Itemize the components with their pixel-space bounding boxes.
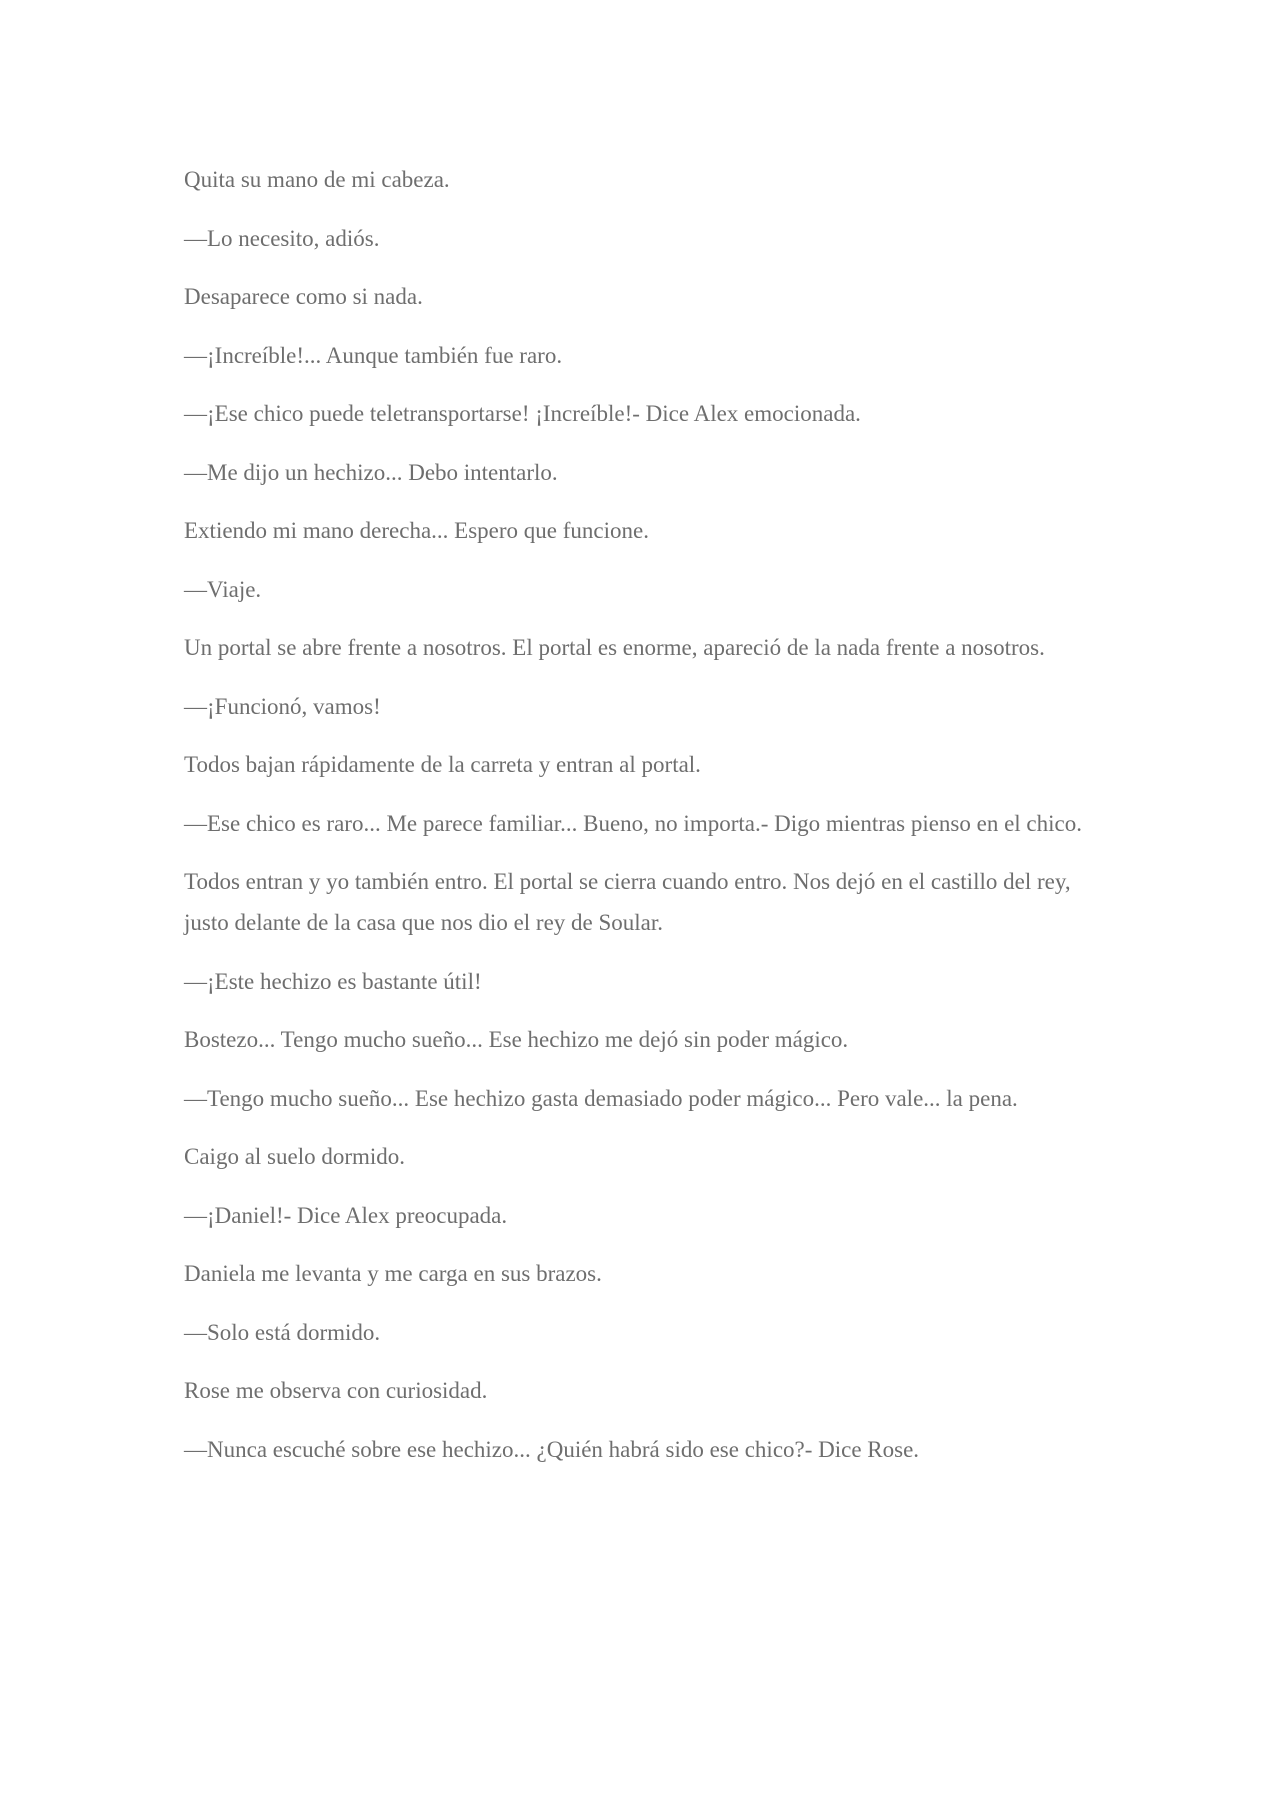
paragraph: Un portal se abre frente a nosotros. El portal es enorme, apareció de la nada frente a nosotros.: [184, 635, 1045, 660]
paragraph: Extiendo mi mano derecha... Espero que funcione.: [184, 518, 649, 543]
paragraph: —Nunca escuché sobre ese hechizo... ¿Quién habrá sido ese chico?- Dice Rose.: [184, 1436, 920, 1462]
paragraph: —Ese chico es raro... Me parece familiar... Bueno, no importa.- Digo mientras pienso en el chico.: [184, 810, 1082, 836]
paragraph: —¡Daniel!- Dice Alex preocupada.: [184, 1202, 508, 1228]
document-body: [184, 159, 1114, 1487]
paragraph: Quita su mano de mi cabeza.: [184, 167, 450, 192]
paragraph: —Tengo mucho sueño... Ese hechizo gasta demasiado poder mágico... Pero vale... la pena.: [184, 1085, 1018, 1111]
paragraph: Bostezo... Tengo mucho sueño... Ese hechizo me dejó sin poder mágico.: [184, 1027, 849, 1052]
paragraph: Caigo al suelo dormido.: [184, 1144, 406, 1169]
paragraph: Desaparece como si nada.: [184, 284, 423, 309]
paragraph: —Viaje.: [184, 576, 262, 602]
paragraph: —¡Ese chico puede teletransportarse! ¡Increíble!- Dice Alex emocionada.: [184, 401, 861, 426]
paragraph: —¡Increíble!... Aunque también fue raro.: [184, 342, 563, 368]
paragraph: —Solo está dormido.: [184, 1319, 381, 1345]
paragraph: Todos bajan rápidamente de la carreta y entran al portal.: [184, 752, 701, 777]
paragraph: —Me dijo un hechizo... Debo intentarlo.: [184, 459, 558, 485]
paragraph: —¡Funcionó, vamos!: [184, 693, 381, 719]
paragraph: —¡Este hechizo es bastante útil!: [184, 968, 482, 994]
paragraph: Todos entran y yo también entro. El portal se cierra cuando entro. Nos dejó en el castillo del rey, justo delante de la casa que nos dio el rey de Soular.: [184, 869, 1071, 935]
paragraph: —Lo necesito, adiós.: [184, 225, 380, 251]
paragraph: Rose me observa con curiosidad.: [184, 1378, 488, 1403]
paragraph: Daniela me levanta y me carga en sus brazos.: [184, 1261, 602, 1286]
